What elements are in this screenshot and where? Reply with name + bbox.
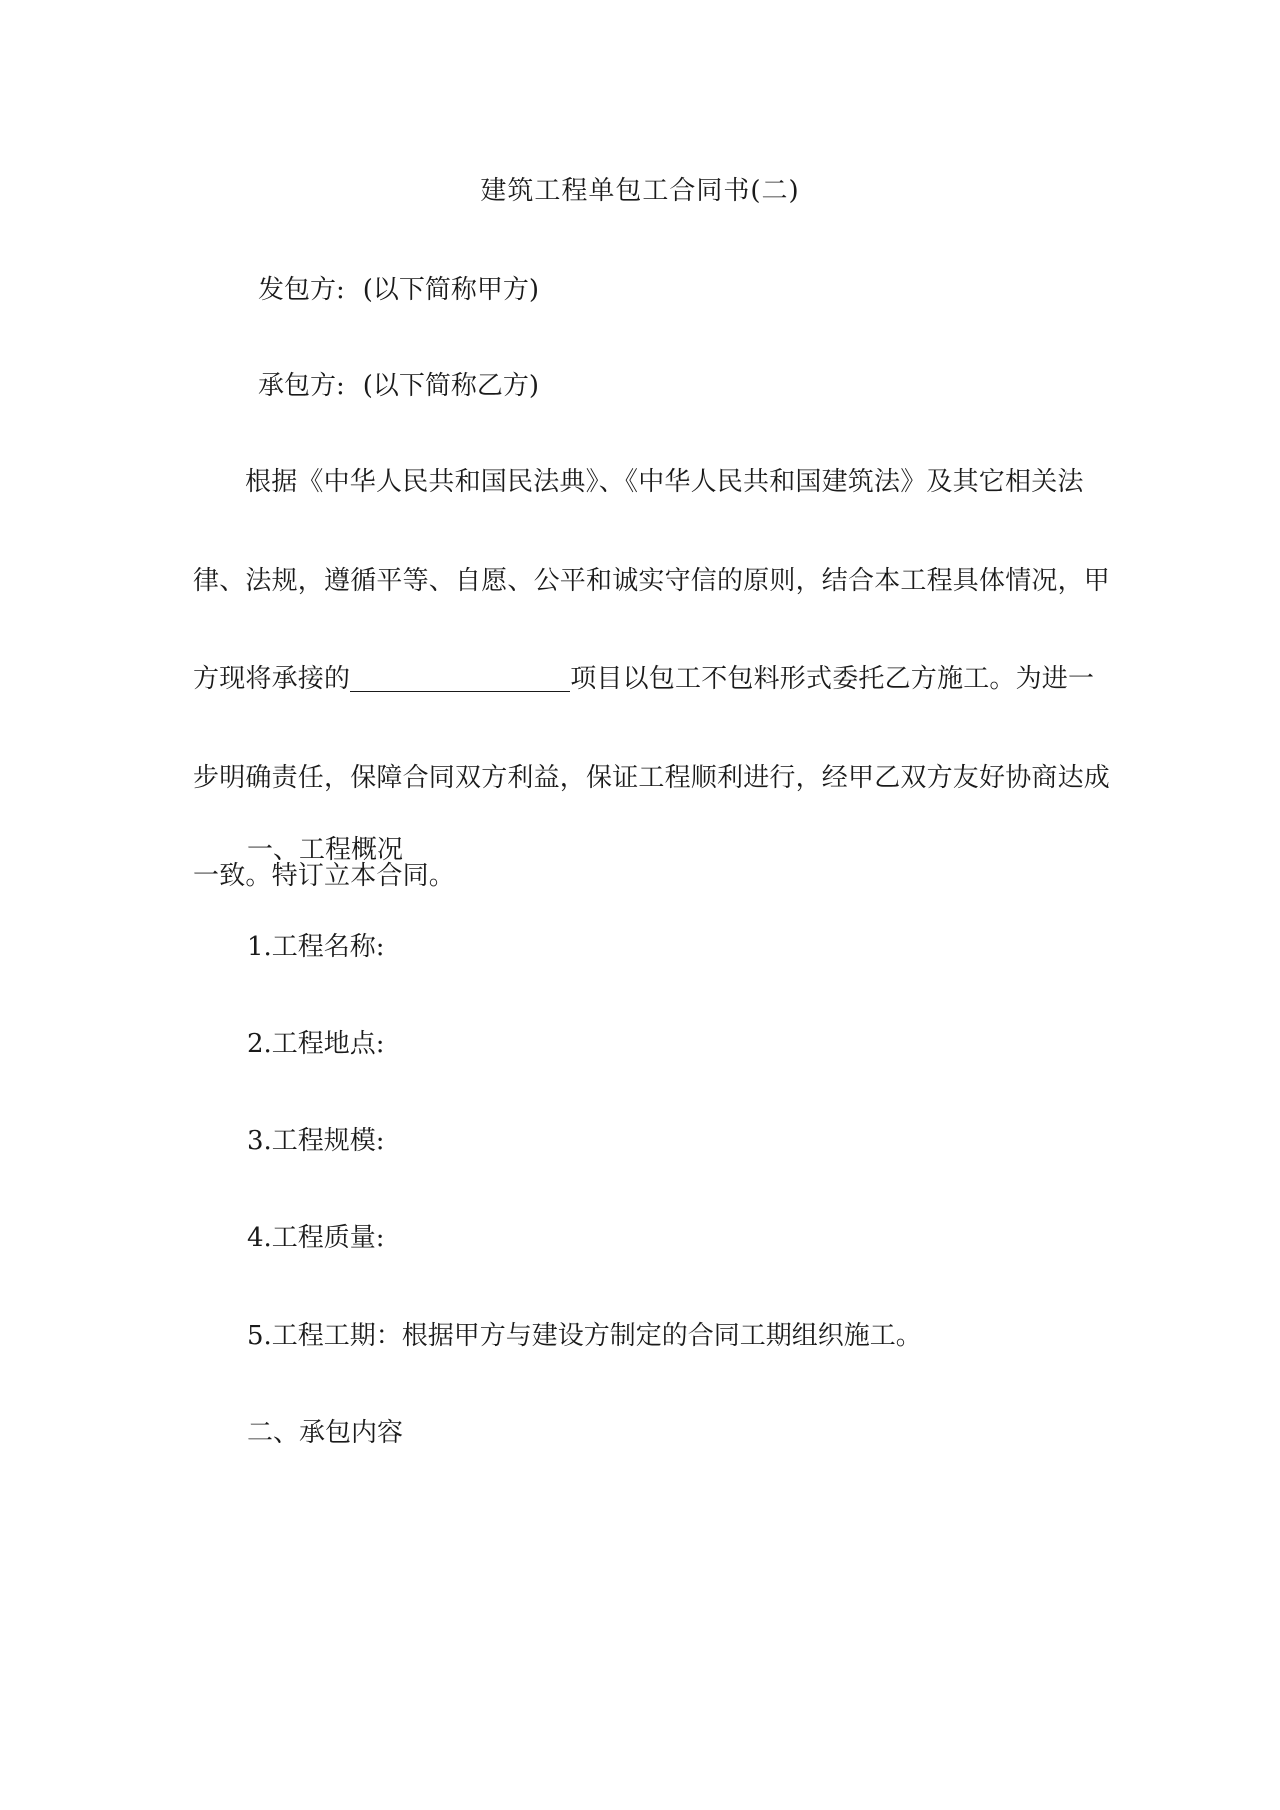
intro-line-1: [193, 462, 1093, 502]
section-1-heading: 一、工程概况: [247, 835, 404, 865]
intro-line-3-before: 方现将承接的: [193, 664, 351, 694]
project-name-blank: [350, 659, 570, 692]
party-a-label: 发包方:: [258, 275, 345, 305]
intro-line-3: [193, 659, 1093, 699]
intro-line-4: [193, 758, 1111, 798]
document-title: 建筑工程单包工合同书(二): [480, 176, 800, 206]
party-b-line: [258, 366, 539, 406]
section-1-item-3: 3.工程规模:: [247, 1126, 385, 1156]
party-b-label: 承包方:: [258, 371, 345, 401]
intro-line-1-text: 根据《中华人民共和国民法典》、《中华人民共和国建筑法》及其它相关法: [245, 467, 1084, 497]
intro-line-3-after: 项目以包工不包料形式委托乙方施工。为进一: [570, 664, 1095, 694]
section-2-heading: 二、承包内容: [247, 1418, 404, 1448]
intro-line-2-text: 律、法规，遵循平等、自愿、公平和诚实守信的原则，结合本工程具体情况，甲: [193, 565, 1111, 596]
section-1-item-5: 5.工程工期：根据甲方与建设方制定的合同工期组织施工。: [247, 1321, 922, 1351]
section-1-item-4: 4.工程质量:: [247, 1223, 385, 1253]
intro-paragraph: [193, 462, 1111, 955]
party-b-note: (以下简称乙方): [362, 371, 540, 401]
section-1-item-1: 1.工程名称:: [247, 932, 385, 962]
party-a-line: [258, 270, 539, 310]
intro-line-5-text: 一致。特订立本合同。: [193, 861, 456, 891]
intro-line-4-text: 步明确责任，保障合同双方利益，保证工程顺利进行，经甲乙双方友好协商达成: [193, 762, 1111, 793]
party-a-note: (以下简称甲方): [362, 275, 540, 305]
section-1-item-2: 2.工程地点:: [247, 1029, 385, 1059]
intro-line-2: [193, 561, 1111, 601]
